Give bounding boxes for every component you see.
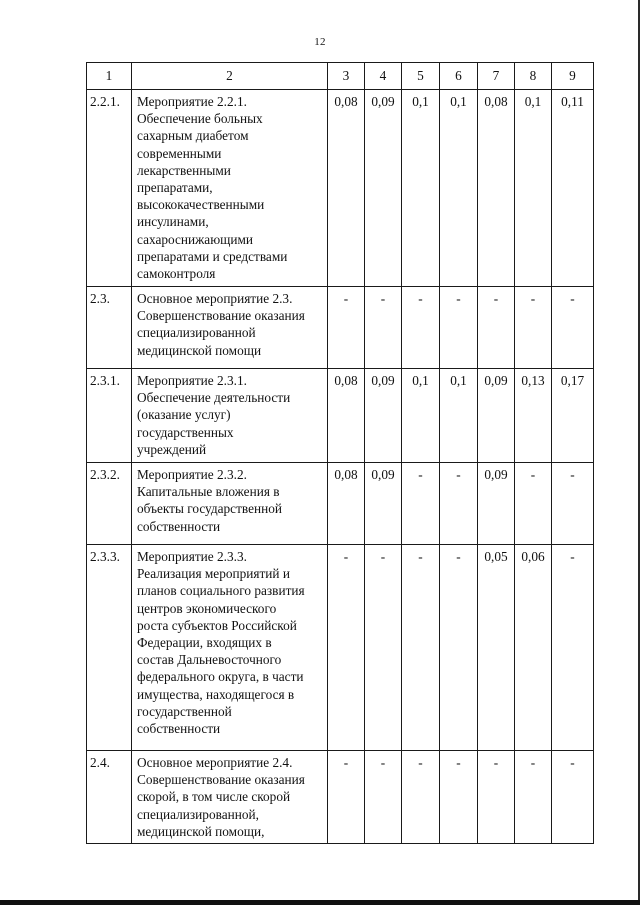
row-description: Основное мероприятие 2.4. Совершенствование оказания скорой, в том числе скорой специализированной, медицинской помощи, xyxy=(132,751,328,844)
value-cell: - xyxy=(552,545,594,751)
row-number: 2.4. xyxy=(87,751,132,844)
header-cell: 8 xyxy=(515,63,552,90)
table-row xyxy=(87,369,594,463)
value-cell: - xyxy=(365,545,402,751)
value-cell: 0,08 xyxy=(478,90,515,287)
value-cell: 0,09 xyxy=(478,369,515,463)
value-cell: - xyxy=(365,287,402,369)
table-row xyxy=(87,90,594,287)
document-table xyxy=(86,62,594,844)
value-cell: 0,13 xyxy=(515,369,552,463)
value-cell: - xyxy=(402,545,440,751)
value-cell: 0,08 xyxy=(328,463,365,545)
table-row xyxy=(87,463,594,545)
row-number: 2.3. xyxy=(87,287,132,369)
value-cell: 0,1 xyxy=(402,90,440,287)
table-row xyxy=(87,545,594,751)
value-cell: - xyxy=(478,751,515,844)
header-cell: 4 xyxy=(365,63,402,90)
value-cell: - xyxy=(478,287,515,369)
row-number: 2.3.3. xyxy=(87,545,132,751)
header-cell: 7 xyxy=(478,63,515,90)
value-cell: - xyxy=(328,287,365,369)
header-cell: 6 xyxy=(440,63,478,90)
row-description: Мероприятие 2.3.3. Реализация мероприятий и планов социального развития центров экономического роста субъектов Российской Федерации, входящих в состав Дальневосточного федерального округа, в части имущества, находящегося в государственной собственности xyxy=(132,545,328,751)
table-row xyxy=(87,751,594,844)
value-cell: - xyxy=(402,751,440,844)
row-description: Мероприятие 2.3.2. Капитальные вложения в объекты государственной собственности xyxy=(132,463,328,545)
value-cell: - xyxy=(402,463,440,545)
header-cell: 1 xyxy=(87,63,132,90)
value-cell: 0,17 xyxy=(552,369,594,463)
value-cell: 0,1 xyxy=(440,369,478,463)
value-cell: - xyxy=(328,751,365,844)
value-cell: 0,06 xyxy=(515,545,552,751)
row-number: 2.2.1. xyxy=(87,90,132,287)
value-cell: - xyxy=(440,545,478,751)
value-cell: - xyxy=(440,751,478,844)
table-row xyxy=(87,287,594,369)
value-cell: 0,1 xyxy=(515,90,552,287)
header-cell: 9 xyxy=(552,63,594,90)
scan-edge-bottom xyxy=(0,900,640,905)
row-number: 2.3.2. xyxy=(87,463,132,545)
row-description: Мероприятие 2.3.1. Обеспечение деятельности (оказание услуг) государственных учреждений xyxy=(132,369,328,463)
header-cell: 2 xyxy=(132,63,328,90)
value-cell: - xyxy=(515,287,552,369)
value-cell: 0,1 xyxy=(402,369,440,463)
value-cell: - xyxy=(552,463,594,545)
header-cell: 5 xyxy=(402,63,440,90)
value-cell: 0,08 xyxy=(328,90,365,287)
value-cell: - xyxy=(440,463,478,545)
value-cell: - xyxy=(328,545,365,751)
value-cell: 0,09 xyxy=(478,463,515,545)
value-cell: 0,09 xyxy=(365,463,402,545)
row-number: 2.3.1. xyxy=(87,369,132,463)
row-description: Мероприятие 2.2.1. Обеспечение больных сахарным диабетом современными лекарственными препаратами, высококачественными инсулинами, сахароснижающими препаратами и средствами самоконтроля xyxy=(132,90,328,287)
value-cell: - xyxy=(552,287,594,369)
value-cell: 0,1 xyxy=(440,90,478,287)
table-header-row xyxy=(87,63,594,90)
value-cell: - xyxy=(515,751,552,844)
value-cell: 0,11 xyxy=(552,90,594,287)
value-cell: - xyxy=(402,287,440,369)
value-cell: - xyxy=(515,463,552,545)
value-cell: - xyxy=(440,287,478,369)
value-cell: 0,09 xyxy=(365,90,402,287)
page-number: 12 xyxy=(314,36,326,48)
value-cell: 0,09 xyxy=(365,369,402,463)
value-cell: - xyxy=(552,751,594,844)
row-description: Основное мероприятие 2.3. Совершенствование оказания специализированной медицинской помощи xyxy=(132,287,328,369)
header-cell: 3 xyxy=(328,63,365,90)
value-cell: - xyxy=(365,751,402,844)
value-cell: 0,08 xyxy=(328,369,365,463)
value-cell: 0,05 xyxy=(478,545,515,751)
